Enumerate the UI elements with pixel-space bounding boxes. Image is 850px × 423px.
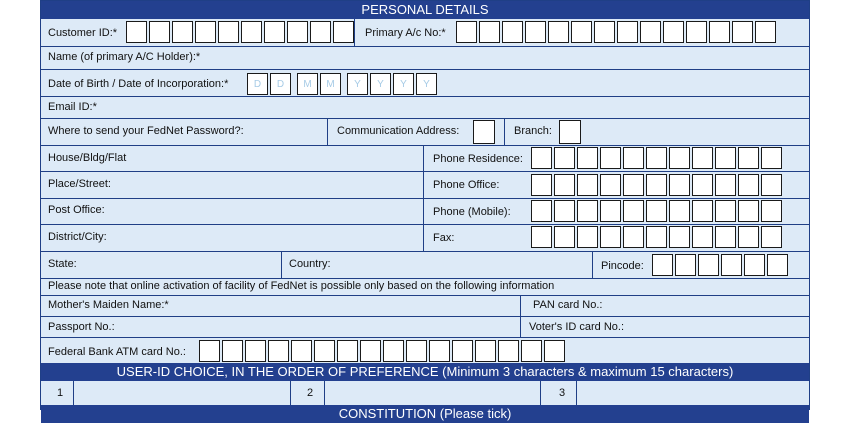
branch-label: Branch:: [514, 125, 552, 137]
char-box[interactable]: [218, 21, 239, 43]
activation-note: Please note that online activation of facility of FedNet is possible only based on the following information: [48, 280, 555, 292]
char-box[interactable]: [571, 21, 592, 43]
char-box[interactable]: [617, 21, 638, 43]
char-box[interactable]: [646, 147, 667, 169]
char-box[interactable]: [600, 147, 621, 169]
place-label: Place/Street:: [48, 178, 111, 190]
char-box[interactable]: [475, 340, 496, 362]
char-box[interactable]: [669, 200, 690, 222]
char-box[interactable]: [245, 340, 266, 362]
personal-details-header: PERSONAL DETAILS: [41, 1, 809, 19]
char-box[interactable]: [738, 200, 759, 222]
char-box[interactable]: [623, 147, 644, 169]
primary-ac-label: Primary A/c No:*: [365, 27, 446, 39]
char-box[interactable]: [761, 147, 782, 169]
char-box[interactable]: [698, 254, 719, 276]
char-box[interactable]: [623, 174, 644, 196]
char-box[interactable]: [498, 340, 519, 362]
char-box[interactable]: [195, 21, 216, 43]
char-box[interactable]: Y: [347, 73, 368, 95]
choice-1-number: 1: [57, 387, 64, 399]
district-label: District/City:: [48, 231, 107, 243]
char-box[interactable]: [525, 21, 546, 43]
char-box[interactable]: [692, 147, 713, 169]
char-box[interactable]: [755, 21, 776, 43]
char-box[interactable]: [360, 340, 381, 362]
atm-card-label: Federal Bank ATM card No.:: [48, 346, 186, 358]
char-box[interactable]: [452, 340, 473, 362]
char-box[interactable]: [521, 340, 542, 362]
char-box[interactable]: [222, 340, 243, 362]
char-box[interactable]: [738, 174, 759, 196]
choice-3-input[interactable]: [577, 381, 809, 405]
char-box[interactable]: [554, 226, 575, 248]
atm-card-field[interactable]: [199, 340, 567, 362]
char-box[interactable]: [406, 340, 427, 362]
char-box[interactable]: [577, 200, 598, 222]
choice-1-input[interactable]: [74, 381, 290, 405]
pincode-label: Pincode:: [601, 260, 644, 272]
char-box[interactable]: [554, 174, 575, 196]
phone-residence-label: Phone Residence:: [433, 153, 523, 165]
userid-choice-header: USER-ID CHOICE, IN THE ORDER OF PREFERENCE (Minimum 3 characters & maximum 15 characters): [41, 363, 809, 381]
phone-mobile-field[interactable]: [531, 200, 784, 222]
char-box[interactable]: [577, 174, 598, 196]
char-box[interactable]: [715, 147, 736, 169]
char-box[interactable]: [594, 21, 615, 43]
char-box[interactable]: [429, 340, 450, 362]
customer-id-field[interactable]: [126, 21, 356, 43]
fax-label: Fax:: [433, 232, 455, 244]
char-box[interactable]: [383, 340, 404, 362]
char-box[interactable]: [646, 226, 667, 248]
char-box[interactable]: [600, 174, 621, 196]
char-box[interactable]: [669, 226, 690, 248]
char-box[interactable]: [531, 147, 552, 169]
communication-address-label: Communication Address:: [337, 125, 460, 137]
fax-field[interactable]: [531, 226, 784, 248]
char-box[interactable]: D: [270, 73, 291, 95]
dob-label: Date of Birth / Date of Incorporation:*: [48, 78, 229, 90]
constitution-header: CONSTITUTION (Please tick): [41, 405, 809, 423]
char-box[interactable]: [738, 147, 759, 169]
char-box[interactable]: [199, 340, 220, 362]
char-box[interactable]: [531, 226, 552, 248]
customer-id-label: Customer ID:*: [48, 27, 118, 39]
name-label: Name (of primary A/C Holder):*: [48, 51, 201, 63]
char-box[interactable]: [531, 200, 552, 222]
char-box[interactable]: [502, 21, 523, 43]
char-box[interactable]: [761, 200, 782, 222]
char-box[interactable]: M: [297, 73, 318, 95]
char-box[interactable]: Y: [416, 73, 437, 95]
primary-ac-field[interactable]: [456, 21, 778, 43]
char-box[interactable]: [692, 174, 713, 196]
char-box[interactable]: [732, 21, 753, 43]
communication-address-checkbox[interactable]: [473, 120, 495, 144]
char-box[interactable]: [692, 200, 713, 222]
char-box[interactable]: [126, 21, 147, 43]
char-box[interactable]: [761, 226, 782, 248]
char-box[interactable]: [623, 200, 644, 222]
char-box[interactable]: [314, 340, 335, 362]
mothers-maiden-name-label: Mother's Maiden Name:*: [48, 299, 169, 311]
char-box[interactable]: [577, 226, 598, 248]
post-office-label: Post Office:: [48, 204, 105, 216]
char-box[interactable]: [268, 340, 289, 362]
char-box[interactable]: [337, 340, 358, 362]
char-box[interactable]: [531, 174, 552, 196]
phone-mobile-label: Phone (Mobile):: [433, 206, 511, 218]
char-box[interactable]: [669, 174, 690, 196]
char-box[interactable]: [744, 254, 765, 276]
char-box[interactable]: [149, 21, 170, 43]
phone-office-label: Phone Office:: [433, 179, 500, 191]
choice-3-number: 3: [559, 387, 566, 399]
char-box[interactable]: [686, 21, 707, 43]
char-box[interactable]: [548, 21, 569, 43]
branch-checkbox[interactable]: [559, 120, 581, 144]
char-box[interactable]: Y: [370, 73, 391, 95]
char-box[interactable]: [479, 21, 500, 43]
dob-field[interactable]: [247, 73, 439, 95]
char-box[interactable]: [577, 147, 598, 169]
char-box[interactable]: [264, 21, 285, 43]
char-box[interactable]: [291, 340, 312, 362]
state-label: State:: [48, 258, 77, 270]
char-box[interactable]: [310, 21, 331, 43]
char-box[interactable]: [456, 21, 477, 43]
char-box[interactable]: [172, 21, 193, 43]
phone-residence-field[interactable]: [531, 147, 784, 169]
char-box[interactable]: [623, 226, 644, 248]
char-box[interactable]: [646, 174, 667, 196]
char-box[interactable]: [646, 200, 667, 222]
email-label: Email ID:*: [48, 101, 97, 113]
char-box[interactable]: [554, 147, 575, 169]
char-box[interactable]: [767, 254, 788, 276]
char-box[interactable]: [241, 21, 262, 43]
char-box[interactable]: [675, 254, 696, 276]
char-box[interactable]: [287, 21, 308, 43]
personal-details-form: [40, 0, 810, 421]
char-box[interactable]: [721, 254, 742, 276]
house-label: House/Bldg/Flat: [48, 152, 127, 164]
passport-label: Passport No.:: [48, 321, 115, 333]
char-box[interactable]: [333, 21, 354, 43]
char-box[interactable]: [715, 226, 736, 248]
char-box[interactable]: [663, 21, 684, 43]
choice-2-input[interactable]: [325, 381, 540, 405]
char-box[interactable]: M: [320, 73, 341, 95]
char-box[interactable]: Y: [393, 73, 414, 95]
voter-id-label: Voter's ID card No.:: [529, 321, 625, 333]
pan-card-label: PAN card No.:: [533, 299, 603, 311]
char-box[interactable]: [600, 226, 621, 248]
char-box[interactable]: [554, 200, 575, 222]
char-box[interactable]: [544, 340, 565, 362]
choice-2-number: 2: [307, 387, 314, 399]
password-delivery-label: Where to send your FedNet Password?:: [48, 125, 244, 137]
phone-office-field[interactable]: [531, 174, 784, 196]
char-box[interactable]: [652, 254, 673, 276]
char-box[interactable]: [761, 174, 782, 196]
char-box[interactable]: [669, 147, 690, 169]
char-box[interactable]: [738, 226, 759, 248]
char-box[interactable]: [715, 200, 736, 222]
country-label: Country:: [289, 258, 331, 270]
char-box[interactable]: D: [247, 73, 268, 95]
char-box[interactable]: [715, 174, 736, 196]
char-box[interactable]: [709, 21, 730, 43]
char-box[interactable]: [692, 226, 713, 248]
char-box[interactable]: [600, 200, 621, 222]
char-box[interactable]: [640, 21, 661, 43]
pincode-field[interactable]: [652, 254, 790, 276]
